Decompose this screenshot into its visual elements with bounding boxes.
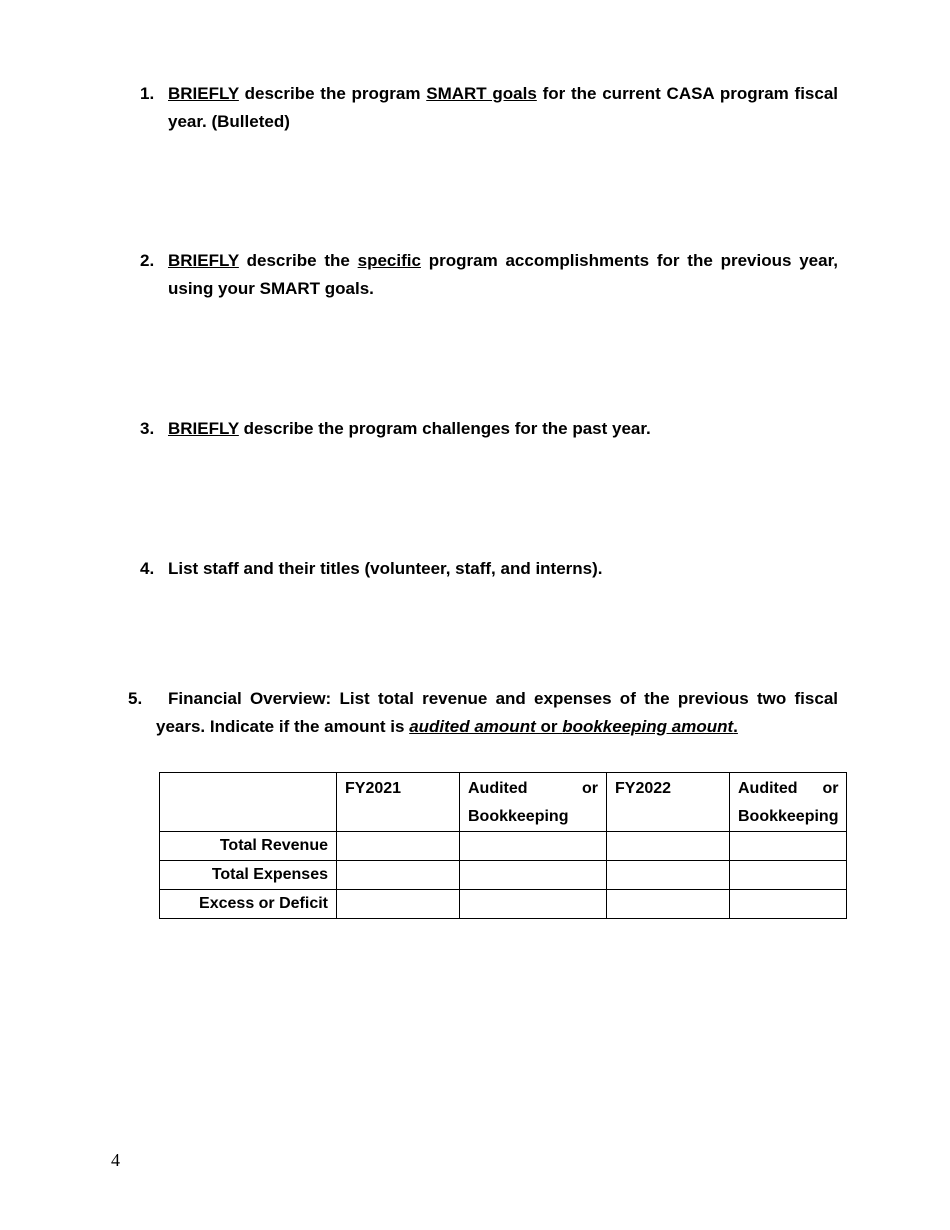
row-label: Excess or Deficit (160, 890, 337, 919)
table-header-cell (730, 773, 847, 832)
header-bookkeeping: Bookkeeping (738, 808, 839, 825)
text-fragment: Audited (738, 780, 798, 797)
row-label: Total Expenses (160, 861, 337, 890)
question-number: 5. (128, 689, 143, 708)
text-fragment: or (822, 780, 839, 797)
emphasis-or: or (540, 717, 563, 736)
table-cell[interactable] (607, 890, 730, 919)
question-text-line1: Financial Overview: List total revenue and expenses of the previous two fiscal (168, 689, 838, 708)
table-cell[interactable] (730, 832, 847, 861)
text-fragment: Audited (468, 780, 528, 797)
question-1 (140, 80, 838, 136)
emphasis-specific: specific (357, 251, 421, 270)
page-number: 4 (111, 1150, 120, 1170)
table-row (160, 861, 847, 890)
text-fragment: describe the (238, 251, 358, 270)
question-number: 3. (140, 419, 155, 438)
question-text: List staff and their titles (volunteer, staff, and interns). (168, 559, 603, 578)
table-cell[interactable] (607, 861, 730, 890)
question-5 (128, 685, 838, 741)
emphasis-briefly: BRIEFLY (168, 84, 239, 103)
question-2 (140, 247, 838, 303)
table-cell[interactable] (337, 832, 460, 861)
table-cell[interactable] (730, 861, 847, 890)
table-header-cell (460, 773, 607, 832)
table-cell[interactable] (337, 861, 460, 890)
table-row (160, 832, 847, 861)
table-cell[interactable] (460, 890, 607, 919)
table-header-cell: FY2021 (337, 773, 460, 832)
text-fragment: describe the program (238, 84, 427, 103)
table-cell[interactable] (337, 890, 460, 919)
emphasis-smart-goals: SMART goals (426, 84, 537, 103)
question-text (168, 80, 838, 136)
table-cell[interactable] (460, 832, 607, 861)
emphasis-briefly: BRIEFLY (168, 419, 239, 438)
question-text-line2 (128, 713, 838, 741)
emphasis-audited-amount: audited amount (409, 717, 541, 736)
question-4 (140, 555, 838, 583)
text-fragment: or (582, 780, 598, 797)
row-label: Total Revenue (160, 832, 337, 861)
text-fragment: years. Indicate if the amount is (156, 717, 410, 736)
table-header-row (160, 773, 847, 832)
text-fragment: . (733, 717, 738, 736)
financial-overview-table (159, 772, 847, 919)
text-fragment: program accomplishments for the previous year, using your SMART goals. (168, 251, 838, 298)
question-number: 2. (140, 251, 155, 270)
table-cell[interactable] (730, 890, 847, 919)
table-cell[interactable] (460, 861, 607, 890)
header-audited-or (738, 775, 838, 803)
text-fragment: describe the program challenges for the past year. (238, 419, 651, 438)
header-bookkeeping: Bookkeeping (468, 808, 569, 825)
question-3 (140, 415, 838, 443)
question-number: 4. (140, 559, 155, 578)
table-header-cell: FY2022 (607, 773, 730, 832)
table-header-cell (160, 773, 337, 832)
text-fragment: for the current CASA program fiscal year. (Bulleted) (168, 84, 838, 131)
question-text (168, 415, 838, 443)
question-number: 1. (140, 84, 155, 103)
question-text (168, 247, 838, 303)
emphasis-briefly: BRIEFLY (168, 251, 239, 270)
header-audited-or (468, 775, 598, 803)
emphasis-bookkeeping-amount: bookkeeping amount (562, 717, 734, 736)
table-cell[interactable] (607, 832, 730, 861)
table-row (160, 890, 847, 919)
